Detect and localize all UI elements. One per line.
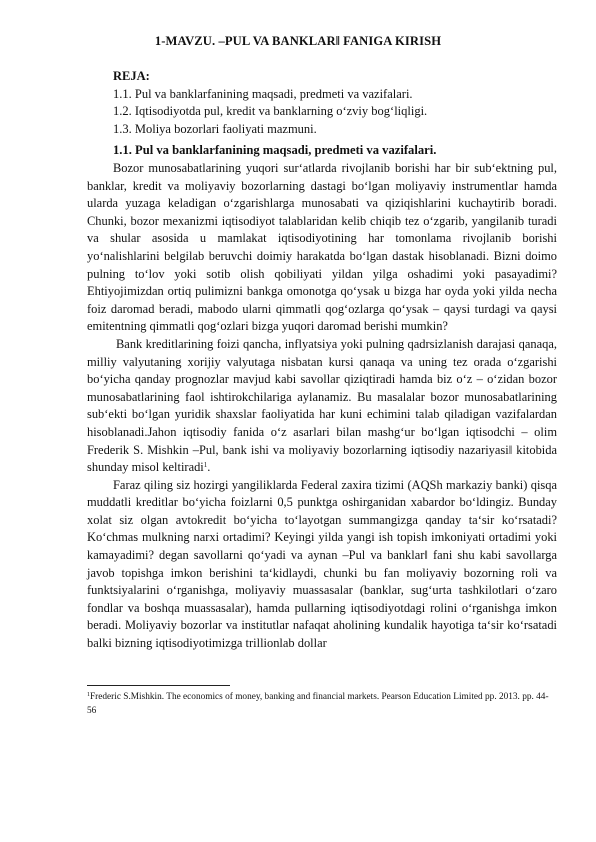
plan-item: 1.2. Iqtisodiyotda pul, kredit va banklarning o‘zviy bog‘liqligi. (113, 104, 428, 119)
footnote-marker: 1 (87, 692, 90, 698)
footnote (87, 690, 557, 718)
section-heading: 1.1. Pul va banklarfanining maqsadi, predmeti va vazifalari. (113, 143, 437, 157)
footnote-text: Frederic S.Mishkin. The economics of money, banking and financial markets. Pearson Education Limited pp. 2013. pp. 44-56 (87, 692, 549, 716)
plan-item: 1.3. Moliya bozorlari faoliyati mazmuni. (113, 121, 317, 136)
paragraph: Bozor munosabatlarining yuqori sur‘atlarda rivojlanib borishi har bir sub‘ektning pul, banklar, kredit va moliyaviy bozorlarning dastagi bo‘lgan moliyaviy instrumentlar hamda ularda yuzaga keladigan o‘zgarishlarga munosabati va qiziqishlarini kuchaytirib boradi. Chunki, bozor mexanizmi iqtisodiyot talablaridan kelib chiqib tez o‘zgarib, yangilanib turadi va shular asosida u mamlakat iqtisodiyotining har tomonlama rivojlanib borishi yo‘nalishlarini belgilab beruvchi doimiy harakatda bo‘lgan dastak hisoblanadi. Bizni doimo pulning to‘lov yoki sotib olish qobiliyati yildan yilga oshadimi yoki pasayadimi? Ehtiyojimizdan ortiq pulimizni bankga omonotga qo‘ysak u bizga har oyda yoki yilda necha foiz daromad beradi, mabodo ularni qimmatli qog‘ozlarga qo‘ysak – qaysi turdagi va qaysi emitentning qimmatli qog‘ozlari bizga yuqori daromad berishi mumkin? (87, 161, 557, 334)
page-title: 1-MAVZU. –PUL VA BANKLAR‖ FANIGA KIRISH (154, 34, 442, 48)
plan-item: 1.1. Pul va banklarfanining maqsadi, predmeti va vazifalari. (113, 86, 413, 101)
plan-heading: REJA: (113, 69, 150, 83)
footnote-reference: 1 (203, 461, 208, 470)
paragraph: Faraz qiling siz hozirgi yangiliklarda Federal zaxira tizimi (AQSh markaziy banki) qisqa muddatli kreditlar bo‘yicha foizlarni 0,5 punktga oshirganidan xabardor bo‘ldingiz. Bunday xolat siz olgan avtokredit bo‘yicha to‘layotgan summangizga qanday ta‘sir ko‘rsatadi? Ko‘chmas mulkning narxi ortadimi? Keyingi yilda yangi ish topish imkoniyati ortadimi yoki kamayadimi? degan savollarni qo‘yadi va aynan –Pul va banklar‖ fani shu kabi savollarga javob topishga imkon berishini ta‘kidlaydi, chunki bu fan moliyaviy bozorning roli va funktsiyalarini o‘rganishga, moliyaviy muassasalar (banklar, sug‘urta tashkilotlari o‘zaro fondlar va boshqa muassasalar), hamda pullarning iqtisodiyotdagi rolini o‘rganishga imkon beradi. Moliyaviy bozorlar va institutlar nafaqat aholining kundalik hayotiga ta‘sir ko‘rsatadi balki bizning iqtisodiyotimizga trillionlab dollar (87, 477, 557, 651)
plan-block (113, 68, 427, 138)
paragraph: Bank kreditlarining foizi qancha, inflyatsiya yoki pulning qadrsizlanish darajasi qanaqa, milliy valyutaning xorijiy valyutaga nisbatan kursi qanaqa va uning tez orada o‘zgarishi bo‘yicha qanday prognozlar mavjud kabi savollar qiziqtiradi hamda biz o‘z – o‘zidan bozor munosabatlarining faol ishtirokchilariga aylanamiz. Bu masalalar bozor munosabatlarining sub‘ekti bo‘lgan yuridik shaxslar faoliyatida har kuni echimini talab qiladigan vazifalardan hisoblanadi.Jahon iqtisodiy fanida o‘z asarlari bilan mashg‘ur bo‘lgan iqtisodchi – olim Frederik S. Mishkin –Pul, bank ishi va moliyaviy bozorlarning iqtisodiy nazariyasi‖ kitobida shunday misol keltiradi$^1$. (87, 336, 557, 475)
body-text (87, 160, 557, 653)
footnote-divider (87, 685, 230, 686)
